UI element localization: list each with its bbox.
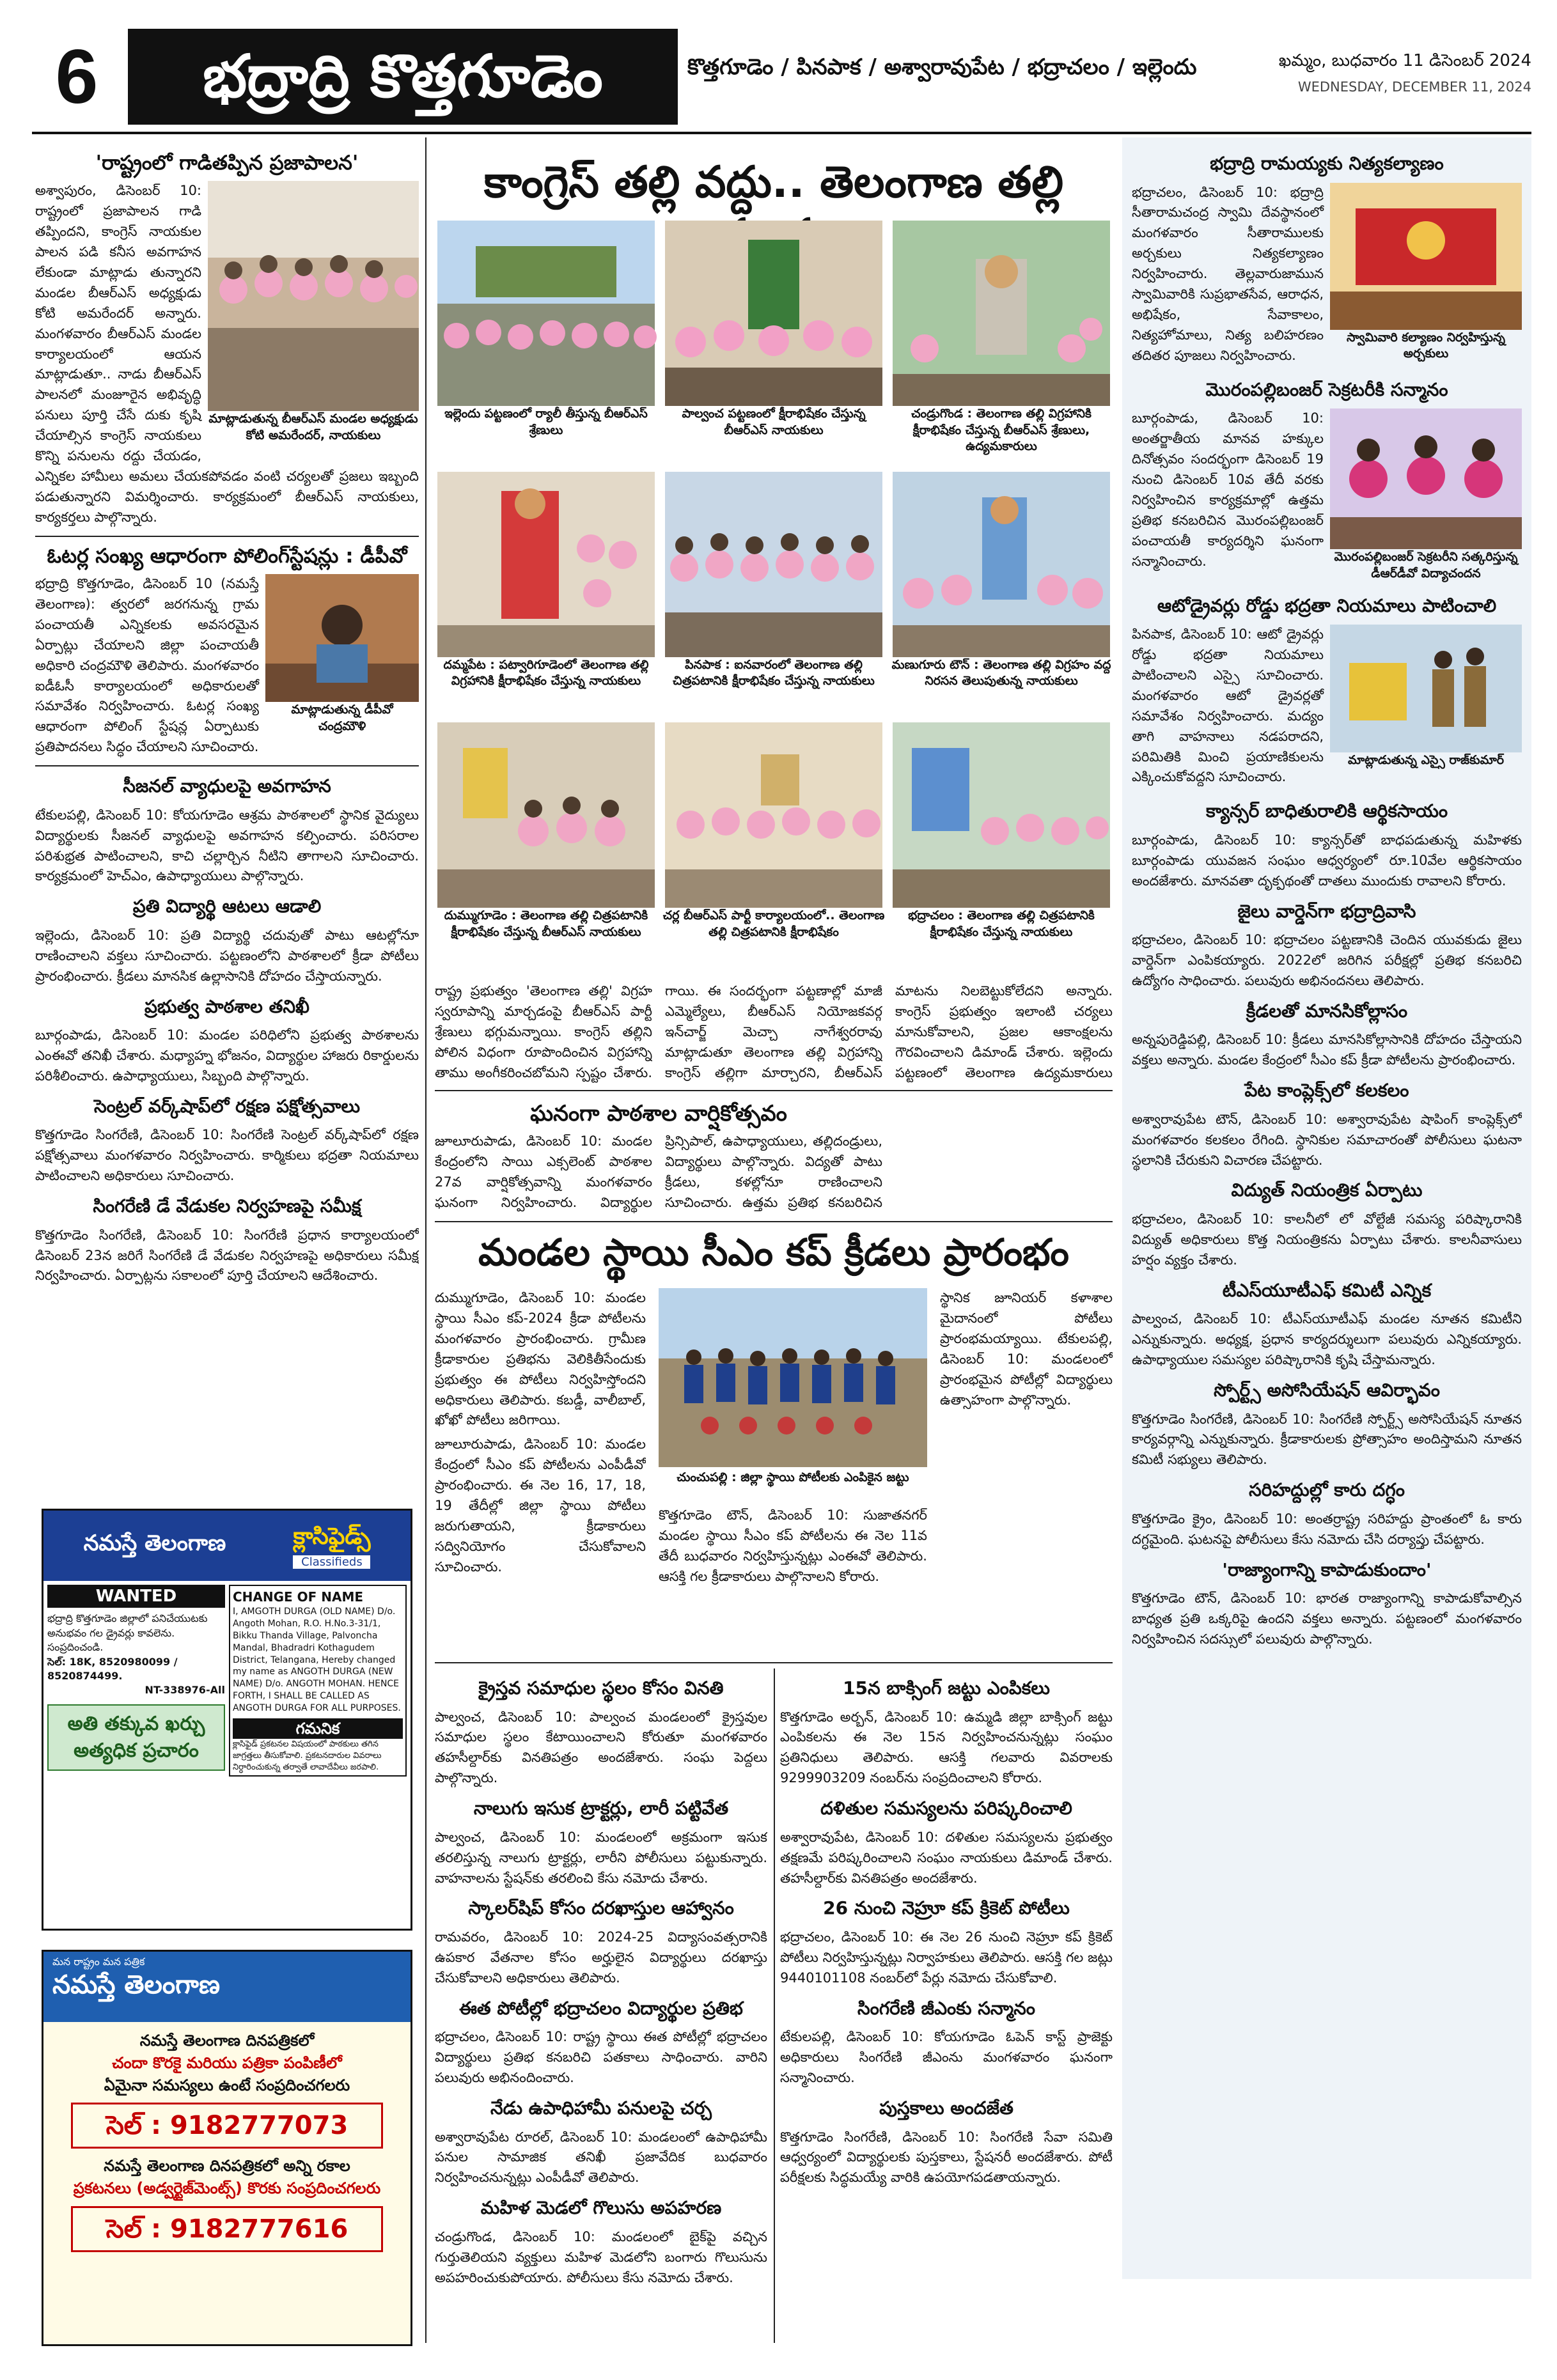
cm-body-4 — [940, 1288, 1113, 1656]
brief-body: భద్రాచలం, డిసెంబర్ 10: ఈ నెల 26 నుంచి నెహ్రూ కప్ క్రికెట్ పోటీలు నిర్వహిస్తున్నట్లు నిర్వాహకులు తెలిపారు. ఆసక్తి గల జట్లు 9440101108 నంబర్‌లో పేర్లు నమోదు చేసుకోవాలి. — [780, 1929, 1113, 1986]
lead-body-col3 — [895, 981, 1113, 1084]
article-body: అశ్వారావుపేట టౌన్, డిసెంబర్ 10: అశ్వారావుపేట షాపింగ్ కాంప్లెక్స్‌లో మంగళవారం కలకలం రేగింది. స్థానికుల సమాచారంతో పోలీసులు ఘటనా స్థలానికి చేరుకుని విచారణ చేపట్టారు. — [1132, 1111, 1522, 1168]
school-body-2 — [665, 1132, 882, 1215]
photo-cell — [662, 472, 885, 718]
article-body: పాల్వంచ, డిసెంబర్ 10: టీఎస్‌యూటీఎఫ్ మండల నూతన కమిటీని ఎన్నుకున్నారు. అధ్యక్ష, ప్రధాన కార్యదర్శులుగా పలువురు ఎన్నికయ్యారు. ఉపాధ్యాయుల సమస్యల పరిష్కారానికి కృషి చేస్తామన్నారు. — [1132, 1311, 1522, 1368]
photo-caption: మాట్లాడుతున్న బీఆర్ఎస్ మండల అధ్యక్షుడు కోటి అమరేందర్, నాయకులు — [208, 412, 418, 442]
news-photo — [435, 221, 657, 406]
section-title: భద్రాద్రి కొత్తగూడెం — [128, 29, 678, 125]
headline: సీజనల్ వ్యాధులపై అవగాహన — [123, 775, 331, 797]
article-body: కొత్తగూడెం సింగరేణి, డిసెంబర్ 10: సింగరేణి ప్రధాన కార్యాలయంలో డిసెంబర్ 23న జరిగే సింగరేణి డే వేడుకల నిర్వహణపై అధికారులు సమీక్ష నిర్వహించారు. ఏర్పాట్లను సకాలంలో పూర్తి చేయాలని ఆదేశించారు. — [35, 1227, 419, 1284]
photo-cell — [890, 722, 1113, 968]
page-number: 6 — [32, 29, 121, 125]
article-body: టేకులపల్లి, డిసెంబర్ 10: కోయగూడెం ఆశ్రమ పాఠశాలలో స్థానిక వైద్యులు విద్యార్థులకు సీజనల్ వ్యాధులపై అవగాహన కల్పించారు. పరిసరాల పరిశుభ్రత పాటించాలని, కాచి చల్లార్చిన నీటిని తాగాలని సూచించారు. కార్యక్రమంలో హెచ్‌ఎం, ఉపాధ్యాయులు పాల్గొన్నారు. — [35, 807, 419, 884]
headline: ఆటోడ్రైవర్లు రోడ్డు భద్రతా నియమాలు పాటించాలి — [1157, 595, 1497, 616]
headline: 'రాజ్యాంగాన్ని కాపాడుకుందాం' — [1222, 1559, 1432, 1580]
news-photo — [890, 722, 1113, 908]
news-photo — [659, 1288, 927, 1467]
brief-body: అశ్వారావుపేట రూరల్, డిసెంబర్ 10: మండలంలో ఉపాధిహామీ పనుల సామాజిక తనిఖీ ప్రజావేదిక బుధవారం నిర్వహించనున్నట్లు ఎంపీడీవో తెలిపారు. — [435, 2129, 767, 2186]
classifieds-ad — [42, 1509, 412, 1931]
brief-body: పాల్వంచ, డిసెంబర్ 10: మండలంలో అక్రమంగా ఇసుక తరలిస్తున్న నాలుగు ట్రాక్టర్లు, లారీని పోలీసులు పట్టుకున్నారు. వాహనాలను స్టేషన్‌కు తరలించి కేసు నమోదు చేశారు. — [435, 1829, 767, 1886]
photo-caption: స్వామివారి కల్యాణం నిర్వహిస్తున్న అర్చకులు — [1347, 330, 1505, 361]
section-places: కొత్తగూడెం / పినపాక / అశ్వారావుపేట / భద్రాచలం / ఇల్లెందు — [687, 54, 1197, 80]
article-body: బూర్గంపాడు, డిసెంబర్ 10: మండల పరిధిలోని ప్రభుత్వ పాఠశాలను ఎంఈవో తనిఖీ చేశారు. మధ్యాహ్న భోజనం, విద్యార్థుల హాజరు రికార్డులను పరిశీలించారు. ఉపాధ్యాయులు, సిబ్బంది పాల్గొన్నారు. — [35, 1027, 419, 1084]
article-body: అన్నపురెడ్డిపల్లి, డిసెంబర్ 10: క్రీడలు మానసికోల్లాసానికి దోహదం చేస్తాయని వక్తలు అన్నారు. మండల కేంద్రంలో సీఎం కప్ క్రీడా పోటీలను ప్రారంభించారు. — [1132, 1032, 1522, 1068]
headline: సింగరేణి డే వేడుకల నిర్వహణపై సమీక్ష — [93, 1195, 361, 1217]
ad-body — [43, 1581, 411, 1780]
article-body: మాటను నిలబెట్టుకోలేదని అన్నారు. కాంగ్రెస్ ప్రభుత్వం ఇలాంటి చర్యలు మానుకోవాలని, ప్రజల ఆకాంక్షలను గౌరవించాలని డిమాండ్ చేశారు. ఇల్లెందు పట్టణంలో తెలంగాణ ఉద్యమకారులు — [895, 983, 1113, 1080]
brief-headline: నాలుగు ఇసుక ట్రాక్టర్లు, లారీ పట్టివేత — [473, 1798, 729, 1819]
subscription-ad — [42, 1950, 412, 2346]
article-body: కొత్తగూడెం టౌన్, డిసెంబర్ 10: సుజాతనగర్ మండల స్థాయి సీఎం కప్ పోటీలను ఈ నెల 11వ తేదీ బుధవారం నిర్వహిస్తున్నట్లు ఎంఈవో తెలిపారు. ఆసక్తి గల క్రీడాకారులు పాల్గొనాలని కోరారు. — [659, 1507, 927, 1584]
right-column — [1132, 144, 1522, 2273]
photo-grid — [435, 221, 1113, 968]
sub-phone-1: సెల్ : 9182777073 — [71, 2103, 383, 2149]
notice-text: క్లాసిఫైడ్ ప్రకటనల విషయంలో పాఠకులు తగిన జాగ్రత్తలు తీసుకోవాలి. ప్రకటనదారుల వివరాలు నిర్ధారించుకున్న తర్వాతే లావాదేవీలు జరపాలి. — [232, 1739, 382, 1772]
article-body: భద్రాచలం, డిసెంబర్ 10: భద్రాద్రి సీతారామచంద్ర స్వామి దేవస్థానంలో మంగళవారం సీతారాములకు అర్చకులు నిత్యకల్యాణం నిర్వహించారు. తెల్లవారుజామున స్వామివారికి సుప్రభాతసేవ, ఆరాధన, అభిషేకం, సేవాకాలం, నిత్యహోమాలు, నిత్య బలిహరణం తదితర పూజలు నిర్వహించారు. — [1132, 184, 1324, 363]
brief-body: కొత్తగూడెం అర్బన్, డిసెంబర్ 10: ఉమ్మడి జిల్లా బాక్సింగ్ జట్టు ఎంపికలను ఈ నెల 15న నిర్వహించనున్నట్లు సంఘం ప్రతినిధులు తెలిపారు. ఆసక్తి గలవారు వివరాలకు 9299903209 నంబర్‌ను సంప్రదించాలని కోరారు. — [780, 1709, 1113, 1786]
ad-brand-box — [293, 1523, 370, 1569]
article-body: బూర్గంపాడు, డిసెంబర్ 10: అంతర్జాతీయ మానవ హక్కుల దినోత్సవం సందర్భంగా డిసెంబర్ 19 నుంచి డిసెంబర్ 10వ తేదీ వరకు నిర్వహించిన కార్యక్రమాల్లో ఉత్తమ ప్రతిభ కనబరిచిన మొరంపల్లిబంజర్ పంచాయతీ కార్యదర్శిని ఘనంగా సన్మానించారు. — [1132, 410, 1324, 569]
brief-body: టేకులపల్లి, డిసెంబర్ 10: కోయగూడెం ఓపెన్ కాస్ట్ ప్రాజెక్టు అధికారులు సింగరేణి జీఎంను మంగళవారం ఘనంగా సన్మానించారు. — [780, 2029, 1113, 2086]
photo-block — [1330, 408, 1522, 582]
photo-caption: పినపాక : ఐనవారంలో తెలంగాణ తల్లి చిత్రపటానికి క్షీరాభిషేకం చేస్తున్న నాయకులు — [673, 657, 875, 688]
photo-caption: మొరంపల్లిబంజర్ సెక్రటరీని సత్కరిస్తున్న డీఆర్‌డీవో విద్యాచందన — [1334, 550, 1518, 580]
headline: మొరంపల్లిబంజర్ సెక్రటరీకి సన్మానం — [1205, 378, 1448, 400]
photo-caption: మణుగూరు టౌన్ : తెలంగాణ తల్లి విగ్రహం వద్ద నిరసన తెలుపుతున్న నాయకులు — [891, 657, 1111, 688]
photo-caption: చుంచుపల్లి : జిల్లా స్థాయి పోటీలకు ఎంపికైన జట్టు — [677, 1470, 909, 1484]
brief-headline: ఈత పోటీల్లో భద్రాచలం విద్యార్థుల ప్రతిభ — [459, 1997, 743, 2019]
headline: ప్రతి విద్యార్థి ఆటలు ఆడాలి — [132, 896, 322, 917]
ad-brand: నమస్తే తెలంగాణ — [83, 1530, 226, 1556]
article-body: ప్రిన్సిపాల్, ఉపాధ్యాయులు, తల్లిదండ్రులు, విద్యార్థులు పాల్గొన్నారు. విద్యతో పాటు క్రీడలు, కళల్లోనూ రాణించాలని సూచించారు. ఉత్తమ ప్రతిభ కనబరిచిన — [665, 1133, 882, 1210]
headline: సరిహద్దుల్లో కారు దగ్ధం — [1249, 1479, 1405, 1501]
school-body-1 — [435, 1132, 652, 1215]
briefs-col2 — [780, 1668, 1113, 2343]
brief-headline: సింగరేణి జీఎంకు సన్మానం — [857, 1997, 1035, 2019]
photo-cell — [890, 472, 1113, 718]
article-body: రాష్ట్ర ప్రభుత్వం 'తెలంగాణ తల్లి' విగ్రహ స్వరూపాన్ని మార్చడంపై బీఆర్ఎస్ పార్టీ శ్రేణులు భగ్గుమన్నాయి. కాంగ్రెస్ తల్లిని పోలిన విధంగా రూపొందించిన విగ్రహాన్ని తాము అంగీకరించబోమని స్పష్టం చేశారు. — [435, 983, 652, 1080]
news-photo — [435, 722, 657, 908]
wanted-text: భద్రాద్రి కొత్తగూడెం జిల్లాలో పనిచేయుటకు అనుభవం గల డ్రైవర్లు కావలెను. సంప్రదించండి. — [47, 1612, 208, 1654]
lead-headline: కాంగ్రెస్ తల్లి వద్దు.. తెలంగాణ తల్లి — [483, 157, 1064, 208]
headline: జైలు వార్డెన్‌గా భద్రాద్రివాసి — [1237, 900, 1416, 922]
sub-banner — [43, 1952, 411, 2022]
headline: విద్యుత్ నియంత్రిక ఏర్పాటు — [1231, 1179, 1423, 1201]
article-body: పినపాక, డిసెంబర్ 10: ఆటో డ్రైవర్లు రోడ్డు భద్రతా నియమాలు పాటించాలని ఎస్సై సూచించారు. మంగళవారం ఆటో డ్రైవర్లతో సమావేశం నిర్వహించారు. మద్యం తాగి వాహనాలు నడపరాదని, పరిమితికి మించి ప్రయాణికులను ఎక్కించుకోవద్దని సూచించారు. — [1132, 626, 1324, 785]
news-photo — [890, 221, 1113, 406]
brief-body: అశ్వారావుపేట, డిసెంబర్ 10: దళితుల సమస్యలను ప్రభుత్వం తక్షణమే పరిష్కరించాలని సంఘం నాయకులు డిమాండ్ చేశారు. తహసీల్దార్‌కు వినతిపత్రం అందజేశారు. — [780, 1829, 1113, 1886]
brief-headline: క్రైస్తవ సమాధుల స్థలం కోసం వినతి — [478, 1677, 724, 1699]
sub-body — [43, 2022, 411, 2266]
photo-cell — [435, 221, 657, 467]
photo-caption: మాట్లాడుతున్న డీపీవో చంద్రమౌళి — [291, 703, 393, 733]
sub-line: ఏమైనా సమస్యలు ఉంటే సంప్రదించగలరు — [104, 2076, 350, 2094]
news-photo — [890, 472, 1113, 657]
sub-phone-2: సెల్ : 9182777616 — [71, 2206, 383, 2252]
ad-brand-en: Classifieds — [293, 1555, 370, 1569]
cm-body-1 — [435, 1288, 646, 1656]
photo-block — [208, 181, 419, 444]
headline: ఘనంగా పాఠశాల వార్షికోత్సవం — [530, 1101, 787, 1126]
sub-line: నమస్తే తెలంగాణ దినపత్రికలో — [139, 2032, 315, 2049]
brief-headline: మహిళ మెడలో గొలుసు అపహరణ — [480, 2197, 722, 2219]
photo-block — [1330, 183, 1522, 362]
photo-caption: దమ్మపేట : పట్వారిగూడెంలో తెలంగాణ తల్లి విగ్రహానికి క్షీరాభిషేకం చేస్తున్న నాయకులు — [443, 657, 649, 688]
article-body: జూలూరుపాడు, డిసెంబర్ 10: మండల కేంద్రంలో సీఎం కప్ పోటీలను ఎంపీడీవో ప్రారంభించారు. ఈ నెల 16, 17, 18, 19 తేదీల్లో జిల్లా స్థాయి పోటీలు జరుగుతాయని, క్రీడాకారులు సద్వినియోగం చేసుకోవాలని సూచించారు. — [435, 1436, 646, 1575]
notice-title: గమనిక — [233, 1718, 403, 1739]
brief-headline: దళితుల సమస్యలను పరిష్కరించాలి — [820, 1798, 1072, 1819]
headline: భద్రాద్రి రామయ్యకు నిత్యకల్యాణం — [1210, 153, 1444, 174]
sub-line: చందా కొరకై మరియు పత్రికా పంపిణీలో — [112, 2053, 342, 2072]
lead-body-col2 — [665, 981, 882, 1084]
divider — [35, 765, 419, 766]
news-photo — [265, 574, 419, 702]
photo-caption: భద్రాచలం : తెలంగాణ తల్లి చిత్రపటానికి క్షీరాభిషేకం చేస్తున్న నాయకులు — [908, 908, 1095, 939]
ad-brand-2: క్లాసిఫైడ్స్ — [293, 1523, 371, 1550]
article-body: జూలూరుపాడు, డిసెంబర్ 10: మండల కేంద్రంలోని సాయి ఎక్సలెంట్ పాఠశాల 27వ వార్షికోత్సవాన్ని మంగళవారం ఘనంగా నిర్వహించారు. విద్యార్థుల — [435, 1133, 652, 1210]
briefs-col1 — [435, 1668, 767, 2343]
headline: ప్రభుత్వ పాఠశాల తనిఖీ — [145, 995, 309, 1017]
headline: 'రాష్ట్రంలో గాడితప్పిన ప్రజాపాలన' — [95, 152, 359, 175]
photo-block — [265, 574, 419, 735]
news-photo — [435, 472, 657, 657]
photo-block — [1330, 625, 1522, 769]
article-body: కొత్తగూడెం టౌన్, డిసెంబర్ 10: భారత రాజ్యాంగాన్ని కాపాడుకోవాల్సిన బాధ్యత ప్రతి ఒక్కరిపై ఉందని వక్తలు అన్నారు. పట్టణంలో మంగళవారం నిర్వహించిన సదస్సులో పలువురు పాల్గొన్నారు. — [1132, 1591, 1522, 1647]
news-photo — [1330, 183, 1522, 330]
sub-line: నమస్తే తెలంగాణ దినపత్రికలో అన్ని రకాల — [104, 2157, 350, 2175]
article-body: బూర్గంపాడు, డిసెంబర్ 10: క్యాన్సర్‌తో బాధపడుతున్న మహిళకు బూర్గంపాడు యువజన సంఘం ఆధ్వర్యంలో రూ.10వేల ఆర్థికసాయం అందజేశారు. మానవతా దృక్పథంతో దాతలు ముందుకు రావాలని కోరారు. — [1132, 832, 1522, 889]
slogan-box — [47, 1704, 225, 1771]
wanted-code: NT-338976-All — [145, 1684, 225, 1697]
change-of-name-block — [229, 1585, 407, 1777]
news-photo — [662, 472, 885, 657]
brief-headline: 15న బాక్సింగ్ జట్టు ఎంపికలు — [843, 1677, 1050, 1699]
cm-photo-block — [659, 1288, 927, 1499]
news-photo — [208, 181, 419, 411]
brief-body: పాల్వంచ, డిసెంబర్ 10: పాల్వంచ మండలంలో క్రైస్తవుల సమాధుల స్థలం కేటాయించాలని కోరుతూ మంగళవారం తహసీల్దార్‌కు వినతిపత్రం అందజేశారు. సంఘ పెద్దలు పాల్గొన్నారు. — [435, 1709, 767, 1786]
article-body: కొత్తగూడెం సింగరేణి, డిసెంబర్ 10: సింగరేణి సెంట్రల్ వర్క్‌షాప్‌లో రక్షణ పక్షోత్సవాలు మంగళవారం నిర్వహించారు. కార్మికులు భద్రతా నియమాలు పాటించాలని అధికారులు సూచించారు. — [35, 1127, 419, 1184]
photo-cell — [662, 722, 885, 968]
photo-cell — [662, 221, 885, 467]
headline: టీఎస్‌యూటీఎఫ్ కమిటీ ఎన్నిక — [1222, 1279, 1432, 1301]
divider — [35, 536, 419, 537]
headline: ఓటర్ల సంఖ్య ఆధారంగా పోలింగ్‌స్టేషన్లు : డీపీవో — [47, 544, 407, 568]
dateline — [1202, 51, 1531, 95]
news-photo — [662, 722, 885, 908]
brief-body: చండ్రుగొండ, డిసెంబర్ 10: మండలంలో బైక్‌పై వచ్చిన గుర్తుతెలియని వ్యక్తులు మహిళ మెడలోని బంగారు గొలుసును అపహరించుకుపోయారు. పోలీసులు కేసు నమోదు చేశారు. — [435, 2228, 767, 2285]
change-title: CHANGE OF NAME — [232, 1589, 364, 1605]
article-body: అశ్వాపురం, డిసెంబర్ 10: రాష్ట్రంలో ప్రజాపాలన గాడి తప్పిందని, కాంగ్రెస్ నాయకుల పాలన పడి కనీస అవగాహన లేకుండా మాట్లాడు తున్నారని మండల బీఆర్ఎస్ అధ్యక్షుడు కోటి అమరేందర్ అన్నారు. మంగళవారం బీఆర్ఎస్ మండల కార్యాలయంలో ఆయన మాట్లాడుతూ.. నాడు బీఆర్ఎస్ పాలనలో మంజూరైన అభివృద్ధి పనులు పూర్తి చేసే దుకు కృషి చేయాల్సిన కాంగ్రెస్ నాయకులు కొన్ని పనులను రద్దు చేయడం, ఎన్నికల హామీలు అమలు చేయకపోవడం వంటి చర్యలతో ప్రజలు ఇబ్బంది పడుతున్నారని విమర్శించారు. కార్యక్రమంలో బీఆర్ఎస్ నాయకులు, కార్యకర్తలు పాల్గొన్నారు. — [35, 183, 419, 525]
brief-headline: నేడు ఉపాధిహామీ పనులపై చర్చ — [490, 2097, 712, 2119]
photo-caption: పాల్వంచ పట్టణంలో క్షీరాభిషేకం చేస్తున్న బీఆర్ఎస్ నాయకులు — [682, 407, 866, 437]
sub-tag: మన రాష్ట్రం మన పత్రిక — [52, 1956, 145, 1968]
news-photo — [662, 221, 885, 406]
lead-body-col1 — [435, 981, 652, 1084]
brief-body: భద్రాచలం, డిసెంబర్ 10: రాష్ట్ర స్థాయి ఈత పోటీల్లో భద్రాచలం విద్యార్థులు ప్రతిభ కనబరిచి పతకాలు సాధించారు. వారిని పలువురు అభినందించారు. — [435, 2029, 767, 2086]
headline: స్పోర్ట్స్ అసోసియేషన్ ఆవిర్భావం — [1214, 1380, 1440, 1401]
photo-caption: చర్ల బీఆర్ఎస్ పార్టీ కార్యాలయంలో.. తెలంగాణ తల్లి చిత్రపటానికి క్షీరాభిషేకం — [662, 908, 885, 939]
brief-headline: స్కాలర్‌షిప్ కోసం దరఖాస్తుల ఆహ్వానం — [468, 1897, 734, 1919]
article-body: దుమ్ముగూడెం, డిసెంబర్ 10: మండల స్థాయి సీఎం కప్-2024 క్రీడా పోటీలను మంగళవారం ప్రారంభించారు. గ్రామీణ క్రీడాకారుల ప్రతిభను వెలికితీసేందుకు ప్రభుత్వం ఈ పోటీలు నిర్వహిస్తోందని అధికారులు తెలిపారు. కబడ్డీ, వాలీబాల్, ఖోఖో పోటీలు జరిగాయి. — [435, 1290, 646, 1428]
photo-cell — [435, 472, 657, 718]
article-body: కొత్తగూడెం సింగరేణి, డిసెంబర్ 10: సింగరేణి స్పోర్ట్స్ అసోసియేషన్ నూతన కార్యవర్గాన్ని ఎన్నుకున్నారు. క్రీడాకారులకు ప్రోత్సాహం అందిస్తామని నూతన కమిటీ సభ్యులు తెలిపారు. — [1132, 1411, 1522, 1468]
article-body: గాయి. ఈ సందర్భంగా పట్టణాల్లో మాజీ ఎమ్మెల్యేలు, బీఆర్ఎస్ నియోజకవర్గ ఇన్‌చార్జ్ మెచ్చా నాగేశ్వరరావు మాట్లాడుతూ తెలంగాణ తల్లి విగ్రహాన్ని కాంగ్రెస్ తల్లిగా మార్చారని, బీఆర్ఎస్ — [665, 983, 882, 1080]
photo-caption: ఇల్లెందు పట్టణంలో ర్యాలీ తీస్తున్న బీఆర్ఎస్ శ్రేణులు — [444, 407, 648, 437]
cm-body-3 — [659, 1505, 927, 1656]
date-en: WEDNESDAY, DECEMBER 11, 2024 — [1297, 79, 1531, 95]
brief-headline: పుస్తకాలు అందజేత — [879, 2097, 1013, 2119]
article-body: ఇల్లెందు, డిసెంబర్ 10: ప్రతి విద్యార్థి చదువుతో పాటు ఆటల్లోనూ రాణించాలని వక్తలు సూచించారు. పట్టణంలోని పాఠశాలలో క్రీడా పోటీలు ప్రారంభించారు. క్రీడలు మానసిక ఉల్లాసానికి దోహదం చేస్తాయన్నారు. — [35, 927, 419, 984]
wanted-block — [47, 1585, 225, 1777]
headline: క్యాన్సర్ బాధితురాలికి ఆర్థికసాయం — [1205, 800, 1448, 822]
photo-caption: దుమ్ముగూడెం : తెలంగాణ తల్లి చిత్రపటానికి క్షీరాభిషేకం చేస్తున్న బీఆర్ఎస్ నాయకులు — [444, 908, 648, 939]
article-body: భద్రాచలం, డిసెంబర్ 10: భద్రాచలం పట్టణానికి చెందిన యువకుడు జైలు వార్డెన్‌గా ఎంపికయ్యారు. 2022లో జరిగిన పరీక్షల్లో ప్రతిభ కనబరిచి ఉద్యోగం సాధించారు. పలువురు అభినందనలు తెలిపారు. — [1132, 932, 1522, 988]
cm-cup-headline: మండల స్థాయి సీఎం కప్ క్రీడలు ప్రారంభం — [478, 1231, 1069, 1274]
headline: సెంట్రల్ వర్క్‌షాప్‌లో రక్షణ పక్షోత్సవాలు — [93, 1095, 361, 1117]
slogan-line: అత్యధిక ప్రచారం — [74, 1739, 199, 1762]
date-te: ఖమ్మం, బుధవారం 11 డిసెంబర్ 2024 — [1278, 51, 1531, 70]
slogan-line: అతి తక్కువ ఖర్చు — [67, 1712, 205, 1735]
photo-cell — [890, 221, 1113, 467]
article-body: స్థానిక జూనియర్ కళాశాల మైదానంలో పోటీలు ప్రారంభమయ్యాయి. టేకులపల్లి, డిసెంబర్ 10: మండలంలో ప్రారంభమైన పోటీల్లో విద్యార్థులు ఉత్సాహంగా పాల్గొన్నారు. — [940, 1290, 1113, 1408]
sub-line: ప్రకటనలు (అడ్వర్టైజ్‌మెంట్స్) కొరకు సంప్రదించగలరు — [73, 2179, 381, 2198]
headline: పేట కాంప్లెక్స్‌లో కలకలం — [1244, 1080, 1409, 1101]
photo-cell — [435, 722, 657, 968]
headline: క్రీడలతో మానసికోల్లాసం — [1246, 1000, 1408, 1022]
photo-caption: చండ్రుగొండ : తెలంగాణ తల్లి విగ్రహానికి క్షీరాభిషేకం చేస్తున్న బీఆర్ఎస్ శ్రేణులు, ఉద్యమకారులు — [911, 407, 1091, 454]
divider — [435, 1090, 1113, 1091]
wanted-title: WANTED — [47, 1585, 225, 1608]
sub-brand: నమస్తే తెలంగాణ — [52, 1970, 221, 2000]
article-body: కొత్తగూడెం క్రైం, డిసెంబర్ 10: అంతర్రాష్ట్ర సరిహద్దు ప్రాంతంలో ఓ కారు దగ్ధమైంది. ఘటనపై పోలీసులు కేసు నమోదు చేసి దర్యాప్తు చేపట్టారు. — [1132, 1511, 1522, 1547]
divider — [435, 1662, 1113, 1663]
divider — [435, 1221, 1113, 1222]
left-column — [35, 144, 419, 1486]
ad-banner — [43, 1511, 411, 1581]
change-text: I, AMGOTH DURGA (OLD NAME) D/o. Angoth Mohan, R.O. H.No.3-31/1, Bikku Thanda Village, Palvoncha Mandal, Bhadradri Kothagudem District, Telangana, Hereby changed my name as ANGOTH DURGA (NEW NAME) D/o. ANGOTH MOHAN. HENCE FORTH, I SHALL BE CALLED AS ANGOTH DURGA FOR ALL PURPOSES. — [232, 1606, 401, 1714]
news-photo — [1330, 408, 1522, 549]
article-body: భద్రాద్రి కొత్తగూడెం, డిసెంబర్ 10 (నమస్తే తెలంగాణ): త్వరలో జరగనున్న గ్రామ పంచాయతీ ఎన్నికలకు అవసరమైన ఏర్పాట్లు చేయాలని జిల్లా పంచాయతీ అధికారి చంద్రమౌళి తెలిపారు. మంగళవారం ఐడీఓసీ కార్యాలయంలో అధికారులతో సమావేశం నిర్వహించారు. ఓటర్ల సంఖ్య ఆధారంగా పోలింగ్ స్టేషన్ల ఏర్పాటుకు ప్రతిపాదనలు సిద్ధం చేయాలని సూచించారు. — [35, 576, 259, 755]
brief-body: రామవరం, డిసెంబర్ 10: 2024-25 విద్యాసంవత్సరానికి ఉపకార వేతనాల కోసం అర్హులైన విద్యార్థులు దరఖాస్తు చేసుకోవాలని అధికారులు తెలిపారు. — [435, 1929, 767, 1986]
photo-caption: మాట్లాడుతున్న ఎస్సై రాజ్‌కుమార్ — [1347, 753, 1505, 768]
column-divider — [774, 1668, 775, 2343]
column-divider — [425, 137, 426, 2343]
brief-body: కొత్తగూడెం సింగరేణి, డిసెంబర్ 10: సింగరేణి సేవా సమితి ఆధ్వర్యంలో విద్యార్థులకు పుస్తకాలు, స్టేషనరీ అందజేశారు. పోటీ పరీక్షలకు సిద్ధమయ్యే వారికి ఉపయోగపడతాయన్నారు. — [780, 2129, 1113, 2186]
wanted-contact: సెల్: 18K, 8520980099 / 8520874499. — [47, 1655, 178, 1682]
brief-headline: 26 నుంచి నెహ్రూ కప్ క్రికెట్ పోటీలు — [823, 1897, 1070, 1919]
news-photo — [1330, 625, 1522, 752]
article-body: భద్రాచలం, డిసెంబర్ 10: కాలనీలో లో వోల్టేజీ సమస్య పరిష్కారానికి విద్యుత్ అధికారులు కొత్త నియంత్రికను ఏర్పాటు చేశారు. కాలనీవాసులు హర్షం వ్యక్తం చేశారు. — [1132, 1211, 1522, 1268]
